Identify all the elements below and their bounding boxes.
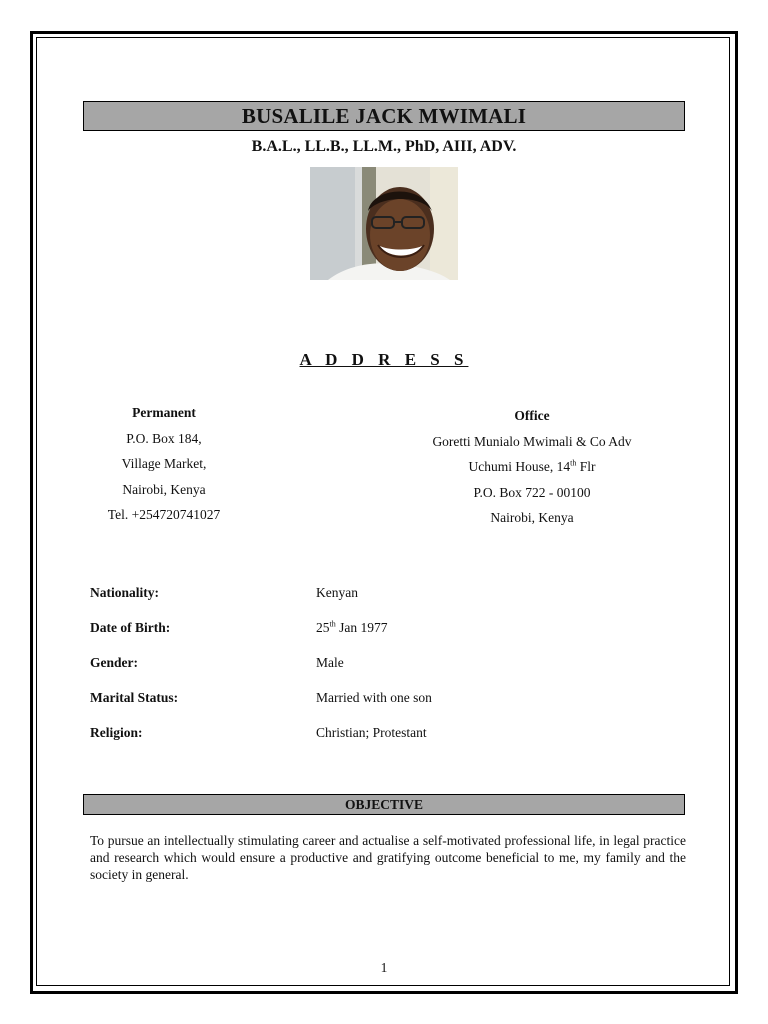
office-line-2 xyxy=(400,454,664,480)
office-line-4: Nairobi, Kenya xyxy=(490,510,574,525)
marital-label: Marital Status: xyxy=(90,690,179,705)
dob-day: 25 xyxy=(316,620,330,635)
office-title: Office xyxy=(514,408,550,423)
objective-heading: OBJECTIVE xyxy=(344,797,424,812)
dob-value xyxy=(316,620,387,636)
office-line-2-text: Uchumi House, 14 xyxy=(468,459,571,474)
gender-value: Male xyxy=(316,655,344,670)
religion-row xyxy=(90,725,650,745)
address-heading: A D D R E S S xyxy=(299,350,469,369)
dob-sup: th xyxy=(329,619,336,629)
portrait-illustration xyxy=(310,167,458,280)
office-address xyxy=(400,403,664,531)
office-line-2-sup: th xyxy=(570,458,577,468)
religion-label: Religion: xyxy=(90,725,143,740)
office-line-2-rest: Flr xyxy=(576,459,596,474)
permanent-line-2: Village Market, xyxy=(121,456,207,471)
nationality-label: Nationality: xyxy=(90,585,159,600)
office-line-1: Goretti Munialo Mwimali & Co Adv xyxy=(432,433,632,449)
objective-text: To pursue an intellectually stimulating career and actualise a self-motivated professional life, in legal practice and research which would ensure a productive and gratifying outcome beneficial to me, my family and the society in general. xyxy=(90,833,686,882)
office-line-3: P.O. Box 722 - 00100 xyxy=(473,484,591,500)
portrait-photo-icon xyxy=(310,167,458,280)
religion-value: Christian; Protestant xyxy=(316,725,427,740)
marital-value: Married with one son xyxy=(316,690,432,705)
objective-heading-bar xyxy=(83,794,685,815)
nationality-value: Kenyan xyxy=(316,585,358,600)
marital-row xyxy=(90,690,650,710)
nationality-row xyxy=(90,585,650,605)
dob-row xyxy=(90,620,650,640)
page-number: 1 xyxy=(380,960,388,975)
full-name: BUSALILE JACK MWIMALI xyxy=(241,104,527,128)
dob-rest: Jan 1977 xyxy=(335,620,388,635)
permanent-phone: Tel. +254720741027 xyxy=(107,507,221,522)
permanent-address xyxy=(84,400,244,528)
permanent-line-3: Nairobi, Kenya xyxy=(122,481,206,497)
permanent-title: Permanent xyxy=(132,405,196,420)
gender-row xyxy=(90,655,650,675)
name-heading-bar xyxy=(83,101,685,131)
permanent-line-1: P.O. Box 184, xyxy=(126,430,202,446)
degrees-line: B.A.L., LL.B., LL.M., PhD, AIII, ADV. xyxy=(251,138,517,155)
gender-label: Gender: xyxy=(90,655,138,670)
dob-label: Date of Birth: xyxy=(90,620,171,635)
